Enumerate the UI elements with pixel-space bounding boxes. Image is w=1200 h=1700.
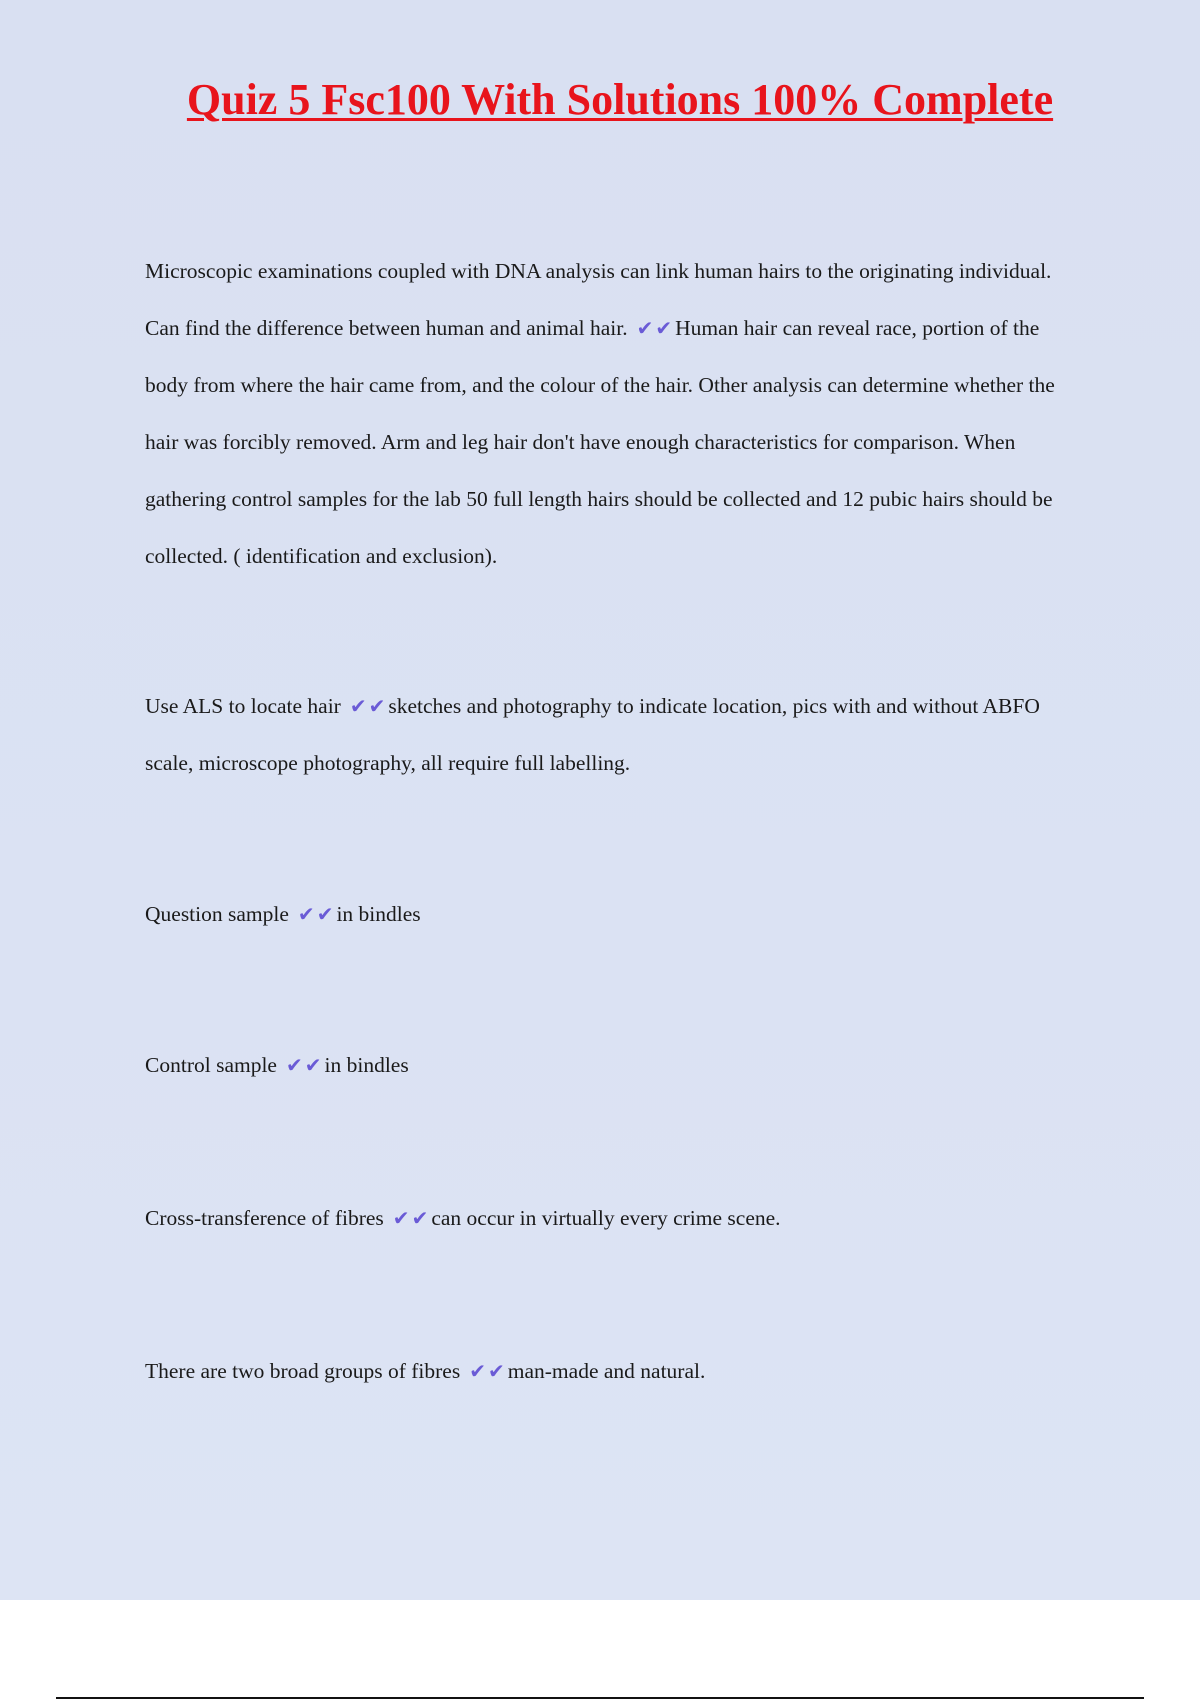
question-text: Question sample <box>145 902 289 926</box>
answer-text: in bindles <box>336 902 421 926</box>
answer-text: sketches and photography to indicate location, pics with and without ABFO scale, microscope photography, all require full labelling. <box>145 694 1040 775</box>
question-text: Control sample <box>145 1053 277 1077</box>
double-check-icon <box>636 316 674 340</box>
answer-text: man-made and natural. <box>507 1359 706 1383</box>
qa-item-cross-transference <box>145 1190 1085 1247</box>
question-text: Use ALS to locate hair <box>145 694 341 718</box>
question-text: Microscopic examinations coupled with DNA analysis can link human hairs to the originating individual. Can find the difference between human and animal hair. <box>145 259 1052 340</box>
footer-divider <box>56 1697 1144 1699</box>
check-icon: ✔ <box>368 694 386 718</box>
check-icon: ✔ <box>655 316 673 340</box>
qa-item-fibre-groups <box>145 1343 1085 1400</box>
check-icon: ✔ <box>349 694 367 718</box>
answer-text: can occur in virtually every crime scene. <box>431 1206 781 1230</box>
double-check-icon <box>468 1359 506 1383</box>
answer-text: Human hair can reveal race, portion of the body from where the hair came from, and the colour of the hair. Other analysis can determine whether the hair was forcibly removed. Arm and leg hair don't have enough characteristics for comparison. When gathering control samples for the lab 50 full length hairs should be collected and 12 pubic hairs should be collected. ( identification and exclusion). <box>145 316 1055 568</box>
check-icon: ✔ <box>304 1053 322 1077</box>
answer-text: in bindles <box>324 1053 409 1077</box>
question-text: There are two broad groups of fibres <box>145 1359 461 1383</box>
check-icon: ✔ <box>411 1206 429 1230</box>
qa-item-question-sample <box>145 886 1085 943</box>
double-check-icon <box>349 694 387 718</box>
check-icon: ✔ <box>316 902 334 926</box>
double-check-icon <box>285 1053 323 1077</box>
qa-item-als <box>145 678 1085 792</box>
question-text: Cross-transference of fibres <box>145 1206 384 1230</box>
check-icon: ✔ <box>636 316 654 340</box>
double-check-icon <box>297 902 335 926</box>
qa-item-control-sample <box>145 1037 1085 1094</box>
check-icon: ✔ <box>297 902 315 926</box>
document-title: Quiz 5 Fsc100 With Solutions 100% Complete <box>186 75 1054 124</box>
double-check-icon <box>392 1206 430 1230</box>
check-icon: ✔ <box>392 1206 410 1230</box>
check-icon: ✔ <box>487 1359 505 1383</box>
check-icon: ✔ <box>285 1053 303 1077</box>
check-icon: ✔ <box>469 1359 486 1383</box>
qa-item-hair-analysis <box>145 243 1085 585</box>
